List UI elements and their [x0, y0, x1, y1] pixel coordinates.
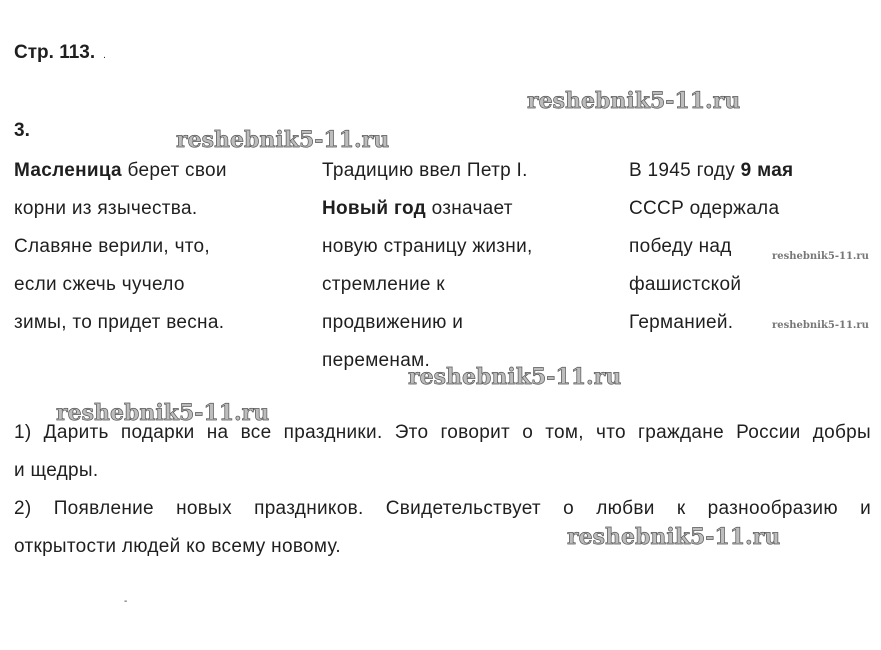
holiday-name: Новый год: [322, 198, 426, 219]
watermark: reshebnik5-11.ru: [567, 524, 781, 550]
column-line: Традицию ввел Петр I.: [322, 160, 528, 181]
column-line: корни из язычества.: [14, 198, 198, 219]
task-number: 3.: [14, 120, 30, 141]
column-line: СССР одержала: [629, 198, 780, 219]
column-line: В 1945 году 9 мая: [629, 160, 794, 181]
page-reference-text: Стр. 113.: [14, 42, 96, 63]
column-line: Славяне верили, что,: [14, 236, 210, 257]
answer-1-line-2: и щедры.: [14, 460, 99, 481]
watermark: reshebnik5-11.ru: [527, 88, 741, 114]
column-line: переменам.: [322, 350, 431, 371]
answer-2-line-2: открытости людей ко всему новому.: [14, 536, 341, 557]
column-line: фашистской: [629, 274, 742, 295]
answer-2-line-1: 2) Появление новых праздников. Свидетельствует о любви к разнообразию и: [14, 498, 871, 519]
watermark-small: reshebnik5-11.ru: [772, 251, 869, 262]
column-new-year: [322, 152, 533, 380]
footer-mark: -: [124, 596, 128, 607]
watermark: reshebnik5-11.ru: [408, 364, 622, 390]
trailing-dot: .: [103, 50, 106, 61]
watermark: reshebnik5-11.ru: [56, 400, 270, 426]
watermark-small: reshebnik5-11.ru: [772, 320, 869, 331]
column-line: новую страницу жизни,: [322, 236, 533, 257]
page-reference: [14, 42, 106, 64]
holiday-name: Масленица: [14, 160, 122, 181]
column-maslenitsa: [14, 152, 227, 342]
column-line: продвижению и: [322, 312, 464, 333]
holiday-name: 9 мая: [740, 160, 794, 181]
column-line: зимы, то придет весна.: [14, 312, 225, 333]
column-line: победу над: [629, 236, 732, 257]
column-line: если сжечь чучело: [14, 274, 185, 295]
watermark: reshebnik5-11.ru: [176, 127, 390, 153]
column-line: Германией.: [629, 312, 734, 333]
column-line: Новый год означает: [322, 198, 513, 219]
column-victory-day: [629, 152, 793, 342]
answer-1-line-1: 1) Дарить подарки на все праздники. Это говорит о том, что граждане России добры: [14, 422, 871, 443]
column-line: Масленица берет свои: [14, 160, 227, 181]
column-line: стремление к: [322, 274, 445, 295]
